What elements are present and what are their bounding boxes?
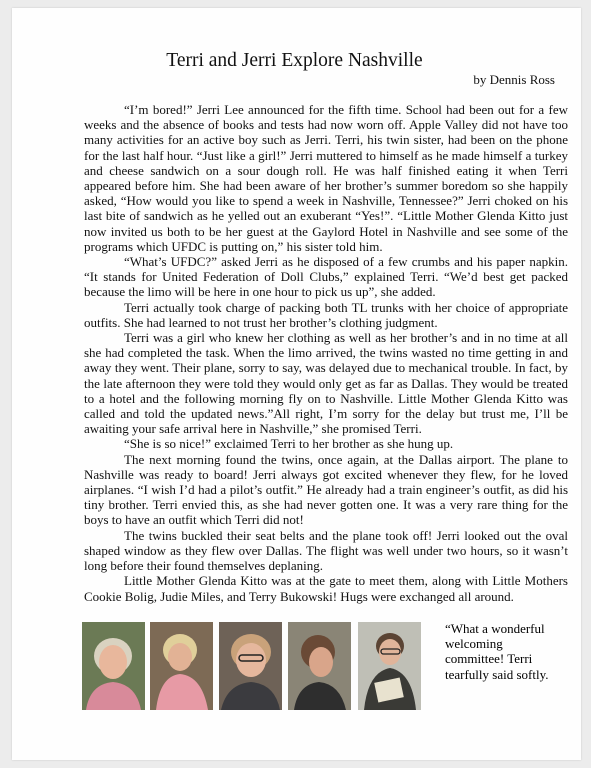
photo-judie: [219, 622, 282, 710]
author-byline: by Dennis Ross: [473, 72, 555, 87]
paragraph: The next morning found the twins, once again, at the Dallas airport. The plane to Nashville was ready to board! Jerri always got excited whenever they flew, for he loved airplanes. “I wish I’d had a pilot’s outfit.” He already had a train engineer’s outfit, as did his tiny brother. Terri envied this, as she had never gotten one. It was a very rare thing for the boys to have an outfit which Terri did not!: [84, 451, 568, 528]
story-body: [84, 102, 568, 604]
paragraph: “What’s UFDC?” asked Jerri as he disposed of a few crumbs and his paper napkin. “It stands for United Federation of Doll Clubs,” explained Terri. “We’d best get packed because the limo will be here in one hour to pick us up”, she added.: [84, 254, 568, 300]
paragraph: “I’m bored!” Jerri Lee announced for the fifth time. School had been out for a few weeks and the absence of books and tests had now worn off. Apple Valley did not have too many activities for an active boy such as Jerri. Terri, his twin sister, had been on the phone for the last half hour. “Just like a girl!” Jerri muttered to himself as he made himself a turkey and cheese sandwich on a sour dough roll. He was half finished eating it when Terri appeared before him. She had been aware of her brother’s summer boredom so she happily asked, “How would you like to spend a week in Nashville, Tennessee?” Jerri choked on his last bite of sandwich as he yelled out an exuberant “Yes!”. “Little Mother Glenda Kitto just now invited us both to be her guest at the Gaylord Hotel in Nashville and see some of the programs which UFDC is putting on,” his sister told him.: [84, 102, 568, 254]
photo-glenda: [82, 622, 145, 710]
paragraph: Little Mother Glenda Kitto was at the gate to meet them, along with Little Mothers Cookie Bolig, Judie Miles, and Terry Bukowski! Hugs were exchanged all around.: [84, 573, 568, 604]
photo-caption: “What a wonderful welcoming committee! Terri tearfully said softly.: [445, 621, 549, 682]
story-title: Terri and Jerri Explore Nashville: [166, 50, 423, 71]
document-page: [12, 8, 581, 760]
photo-terry: [288, 622, 351, 710]
photo-with-book: [358, 622, 421, 710]
paragraph: Terri was a girl who knew her clothing as well as her brother’s and in no time at all she had completed the task. When the limo arrived, the twins wasted no time getting in and away they went. Their plane, sorry to say, was delayed due to mechanical trouble. In fact, by the late afternoon they were told they would only get as far as Dallas. They would be treated to a hotel and the following morning fly on to Nashville. Little Mother Glenda Kitto was called and told the updated news.”All right, I’m sorry for the delay but trust me, I’ll be awaiting your safe arrival here in Nashville,” she promised Terri.: [84, 330, 568, 437]
paragraph: Terri actually took charge of packing both TL trunks with her choice of appropriate outfits. She had learned to not trust her brother’s clothing judgment.: [84, 299, 568, 330]
paragraph: “She is so nice!” exclaimed Terri to her brother as she hung up.: [124, 436, 454, 452]
photo-cookie: [150, 622, 213, 710]
paragraph: The twins buckled their seat belts and the plane took off! Jerri looked out the oval shaped window as they flew over Dallas. The flight was well under two hours, so it wasn’t long before their found themselves deplaning.: [84, 527, 568, 574]
